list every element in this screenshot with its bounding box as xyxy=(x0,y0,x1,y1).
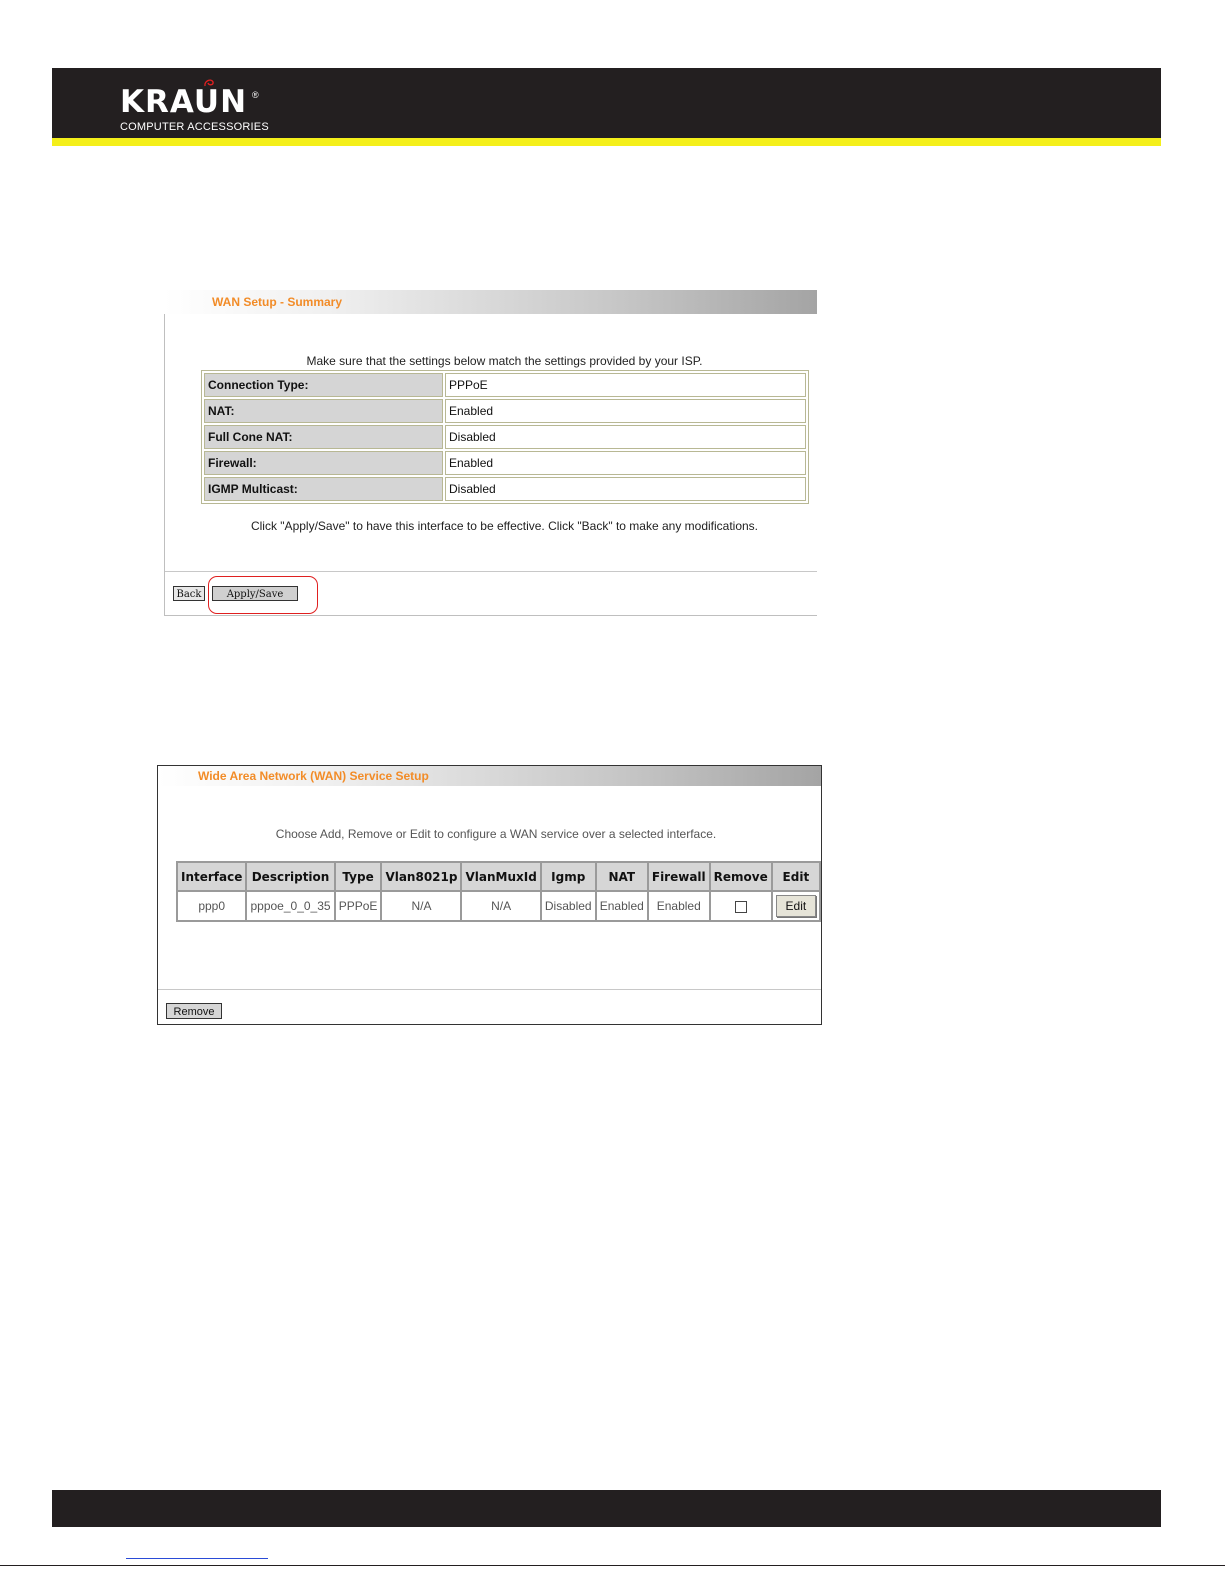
logo-swirl-icon xyxy=(203,78,215,88)
cell-vlanmuxid: N/A xyxy=(461,891,540,921)
summary-value: Disabled xyxy=(445,425,806,449)
brand-logo xyxy=(120,80,280,136)
edit-button[interactable]: Edit xyxy=(776,895,816,917)
wan-service-panel xyxy=(157,765,822,1025)
cell-description: pppoe_0_0_35 xyxy=(246,891,334,921)
summary-row xyxy=(204,373,806,397)
column-header-vlanmuxid: VlanMuxId xyxy=(461,862,540,891)
footer-link-underline xyxy=(126,1558,268,1559)
panel-title-bar xyxy=(158,766,821,786)
table-row xyxy=(177,891,820,921)
column-header-igmp: Igmp xyxy=(541,862,596,891)
cell-interface: ppp0 xyxy=(177,891,246,921)
wan-service-table xyxy=(176,861,821,922)
panel-title-bar xyxy=(164,290,817,314)
column-header-edit: Edit xyxy=(772,862,820,891)
cell-vlan8021p: N/A xyxy=(381,891,461,921)
cell-edit xyxy=(772,891,820,921)
summary-table xyxy=(201,370,809,504)
table-header-row xyxy=(177,862,820,891)
header-accent-stripe xyxy=(52,138,1161,146)
apply-save-highlight-circle xyxy=(208,576,318,614)
divider xyxy=(165,571,817,572)
summary-row xyxy=(204,425,806,449)
panel-border xyxy=(164,615,817,616)
summary-row xyxy=(204,451,806,475)
summary-label: IGMP Multicast: xyxy=(204,477,443,501)
wan-summary-panel xyxy=(164,290,817,616)
column-header-interface: Interface xyxy=(177,862,246,891)
remove-button[interactable]: Remove xyxy=(166,1003,222,1019)
logo-wordmark: KRAUN xyxy=(120,84,248,120)
footer-rule xyxy=(0,1565,1225,1566)
remove-checkbox[interactable] xyxy=(735,901,747,913)
summary-label: NAT: xyxy=(204,399,443,423)
back-button[interactable]: Back xyxy=(173,586,205,601)
summary-label: Connection Type: xyxy=(204,373,443,397)
summary-value: Enabled xyxy=(445,399,806,423)
logo-registered-mark: ® xyxy=(252,90,259,100)
summary-label: Firewall: xyxy=(204,451,443,475)
summary-instruction-text: Make sure that the settings below match the settings provided by your ISP. xyxy=(306,354,703,368)
panel-title: Wide Area Network (WAN) Service Setup xyxy=(198,769,429,783)
apply-save-button[interactable]: Apply/Save xyxy=(212,586,298,601)
logo-tagline: COMPUTER ACCESSORIES xyxy=(120,121,269,133)
summary-label: Full Cone NAT: xyxy=(204,425,443,449)
cell-firewall: Enabled xyxy=(648,891,710,921)
divider xyxy=(158,989,821,990)
column-header-remove: Remove xyxy=(710,862,772,891)
column-header-nat: NAT xyxy=(596,862,648,891)
summary-row xyxy=(204,399,806,423)
cell-igmp: Disabled xyxy=(541,891,596,921)
column-header-type: Type xyxy=(335,862,382,891)
cell-remove xyxy=(710,891,772,921)
cell-type: PPPoE xyxy=(335,891,382,921)
summary-value: Enabled xyxy=(445,451,806,475)
panel-title: WAN Setup - Summary xyxy=(212,295,343,309)
column-header-vlan8021p: Vlan8021p xyxy=(381,862,461,891)
summary-row xyxy=(204,477,806,501)
footer-banner xyxy=(52,1490,1161,1527)
summary-value: Disabled xyxy=(445,477,806,501)
cell-nat: Enabled xyxy=(596,891,648,921)
service-instruction-text: Choose Add, Remove or Edit to configure a WAN service over a selected interface. xyxy=(275,827,717,841)
apply-instruction-text: Click "Apply/Save" to have this interface to be effective. Click "Back" to make any modifications. xyxy=(250,519,759,533)
column-header-description: Description xyxy=(246,862,334,891)
summary-value: PPPoE xyxy=(445,373,806,397)
column-header-firewall: Firewall xyxy=(648,862,710,891)
